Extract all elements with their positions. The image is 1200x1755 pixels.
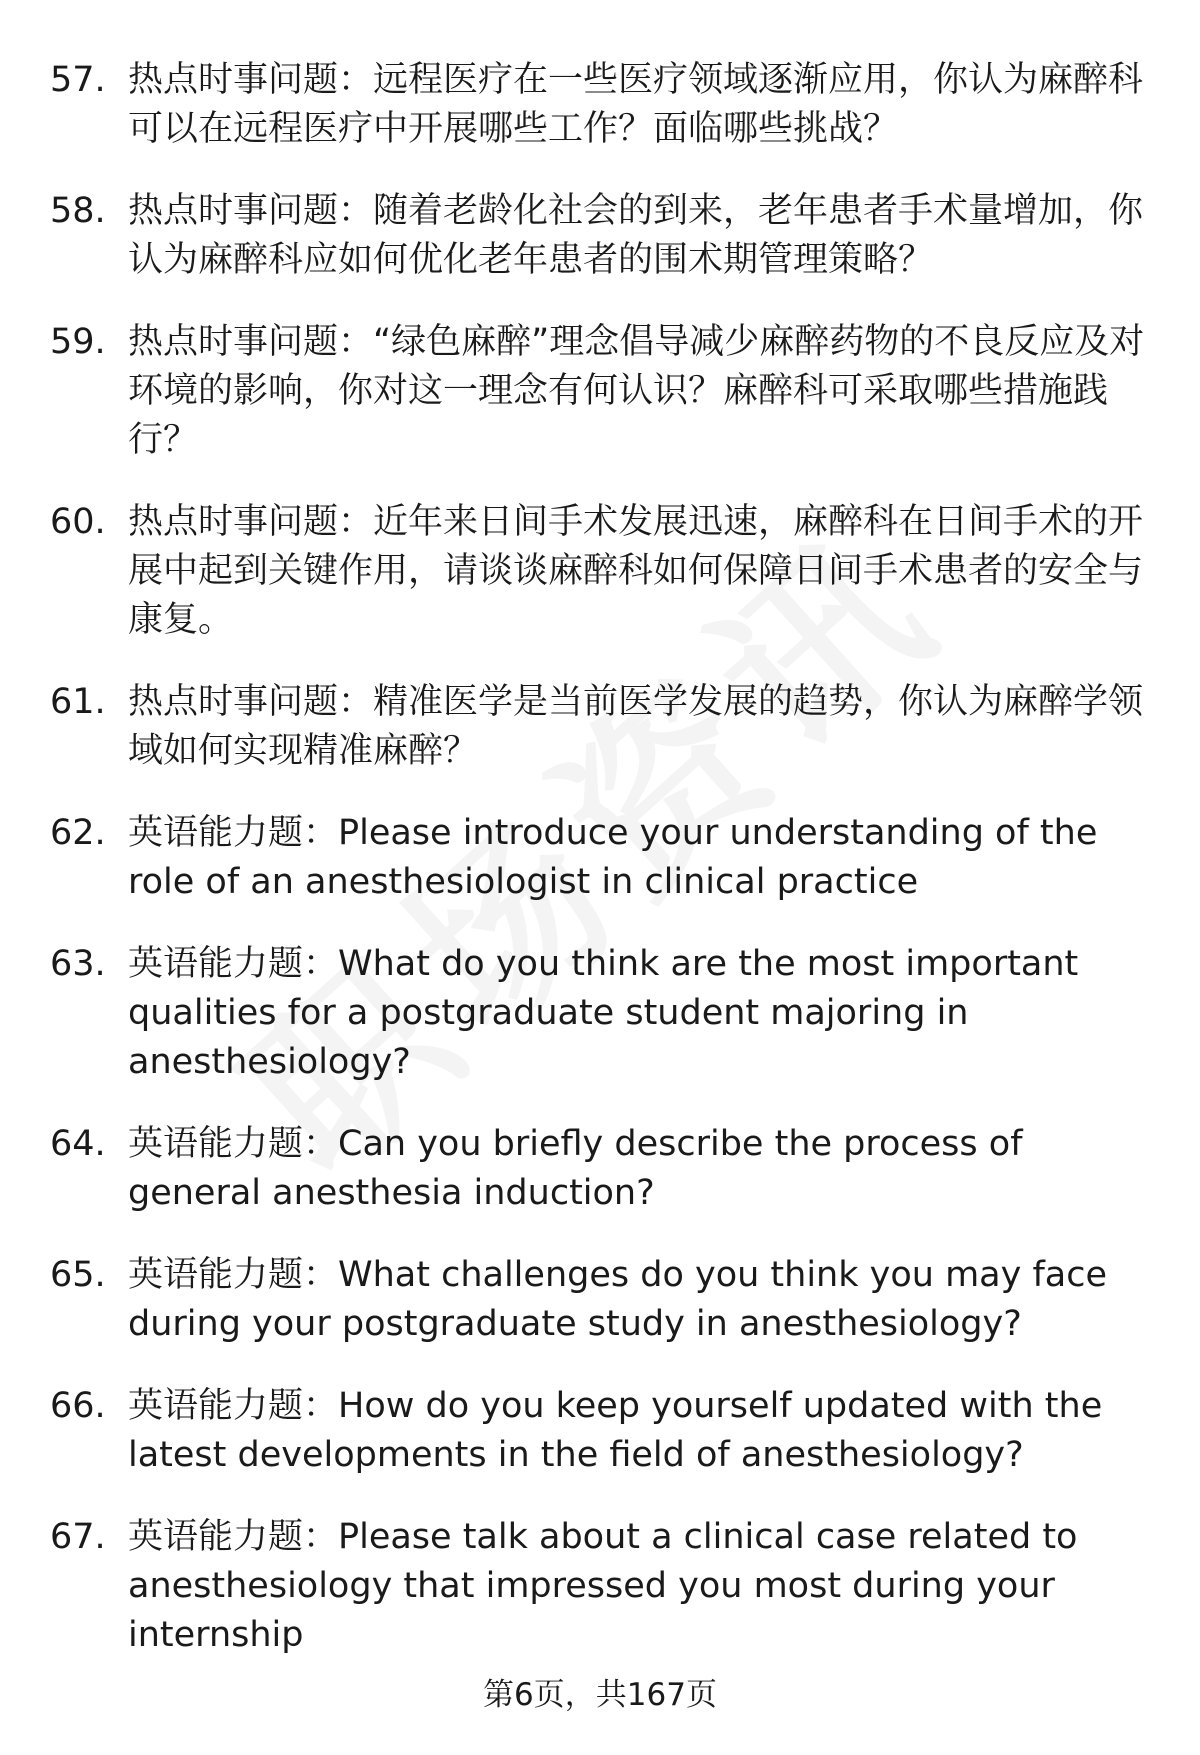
question-number: 58. — [50, 191, 106, 231]
question-text: 热点时事问题：精准医学是当前医学发展的趋势，你认为麻醉学领域如何实现精准麻醉？ — [128, 682, 1144, 771]
question-text: 热点时事问题：近年来日间手术发展迅速，麻醉科在日间手术的开展中起到关键作用，请谈谈麻醉科如何保障日间手术患者的安全与康复。 — [128, 502, 1144, 640]
question-number: 61. — [50, 682, 106, 722]
question-number: 57. — [50, 60, 106, 100]
question-item — [50, 56, 1160, 154]
question-number: 65. — [50, 1255, 106, 1295]
question-item — [50, 1382, 1160, 1480]
question-text: 英语能力题：What do you think are the most important qualities for a postgraduate student majoring in anesthesiology? — [128, 944, 1079, 1082]
question-number: 62. — [50, 813, 106, 853]
question-item — [50, 1251, 1160, 1349]
question-text: 英语能力题：Please talk about a clinical case related to anesthesiology that impressed you most during your internship — [128, 1517, 1078, 1655]
question-item — [50, 318, 1160, 465]
question-text: 英语能力题：Can you briefly describe the process of general anesthesia induction? — [128, 1124, 1023, 1213]
question-number: 59. — [50, 322, 106, 362]
question-item — [50, 809, 1160, 907]
question-item — [50, 678, 1160, 776]
question-item — [50, 187, 1160, 285]
question-text: 英语能力题：How do you keep yourself updated with the latest developments in the field of anesthesiology? — [128, 1386, 1103, 1475]
question-number: 64. — [50, 1124, 106, 1164]
question-number: 63. — [50, 944, 106, 984]
question-list — [50, 56, 1160, 1660]
question-text: 英语能力题：What challenges do you think you may face during your postgraduate study in anesthesiology? — [128, 1255, 1107, 1344]
question-text: 英语能力题：Please introduce your understanding of the role of an anesthesiologist in clinical practice — [128, 813, 1098, 902]
question-item — [50, 498, 1160, 645]
question-text: 热点时事问题：随着老龄化社会的到来，老年患者手术量增加，你认为麻醉科应如何优化老年患者的围术期管理策略？ — [128, 191, 1144, 280]
question-text: 热点时事问题：“绿色麻醉”理念倡导减少麻醉药物的不良反应及对环境的影响，你对这一理念有何认识？麻醉科可采取哪些措施践行？ — [128, 322, 1145, 460]
question-number: 66. — [50, 1386, 106, 1426]
question-item — [50, 1120, 1160, 1218]
question-number: 67. — [50, 1517, 106, 1557]
question-text: 热点时事问题：远程医疗在一些医疗领域逐渐应用，你认为麻醉科可以在远程医疗中开展哪些工作？面临哪些挑战？ — [128, 60, 1144, 149]
page-footer: 第6页，共167页 — [483, 1677, 717, 1713]
question-item — [50, 1513, 1160, 1660]
question-number: 60. — [50, 502, 106, 542]
question-item — [50, 940, 1160, 1087]
